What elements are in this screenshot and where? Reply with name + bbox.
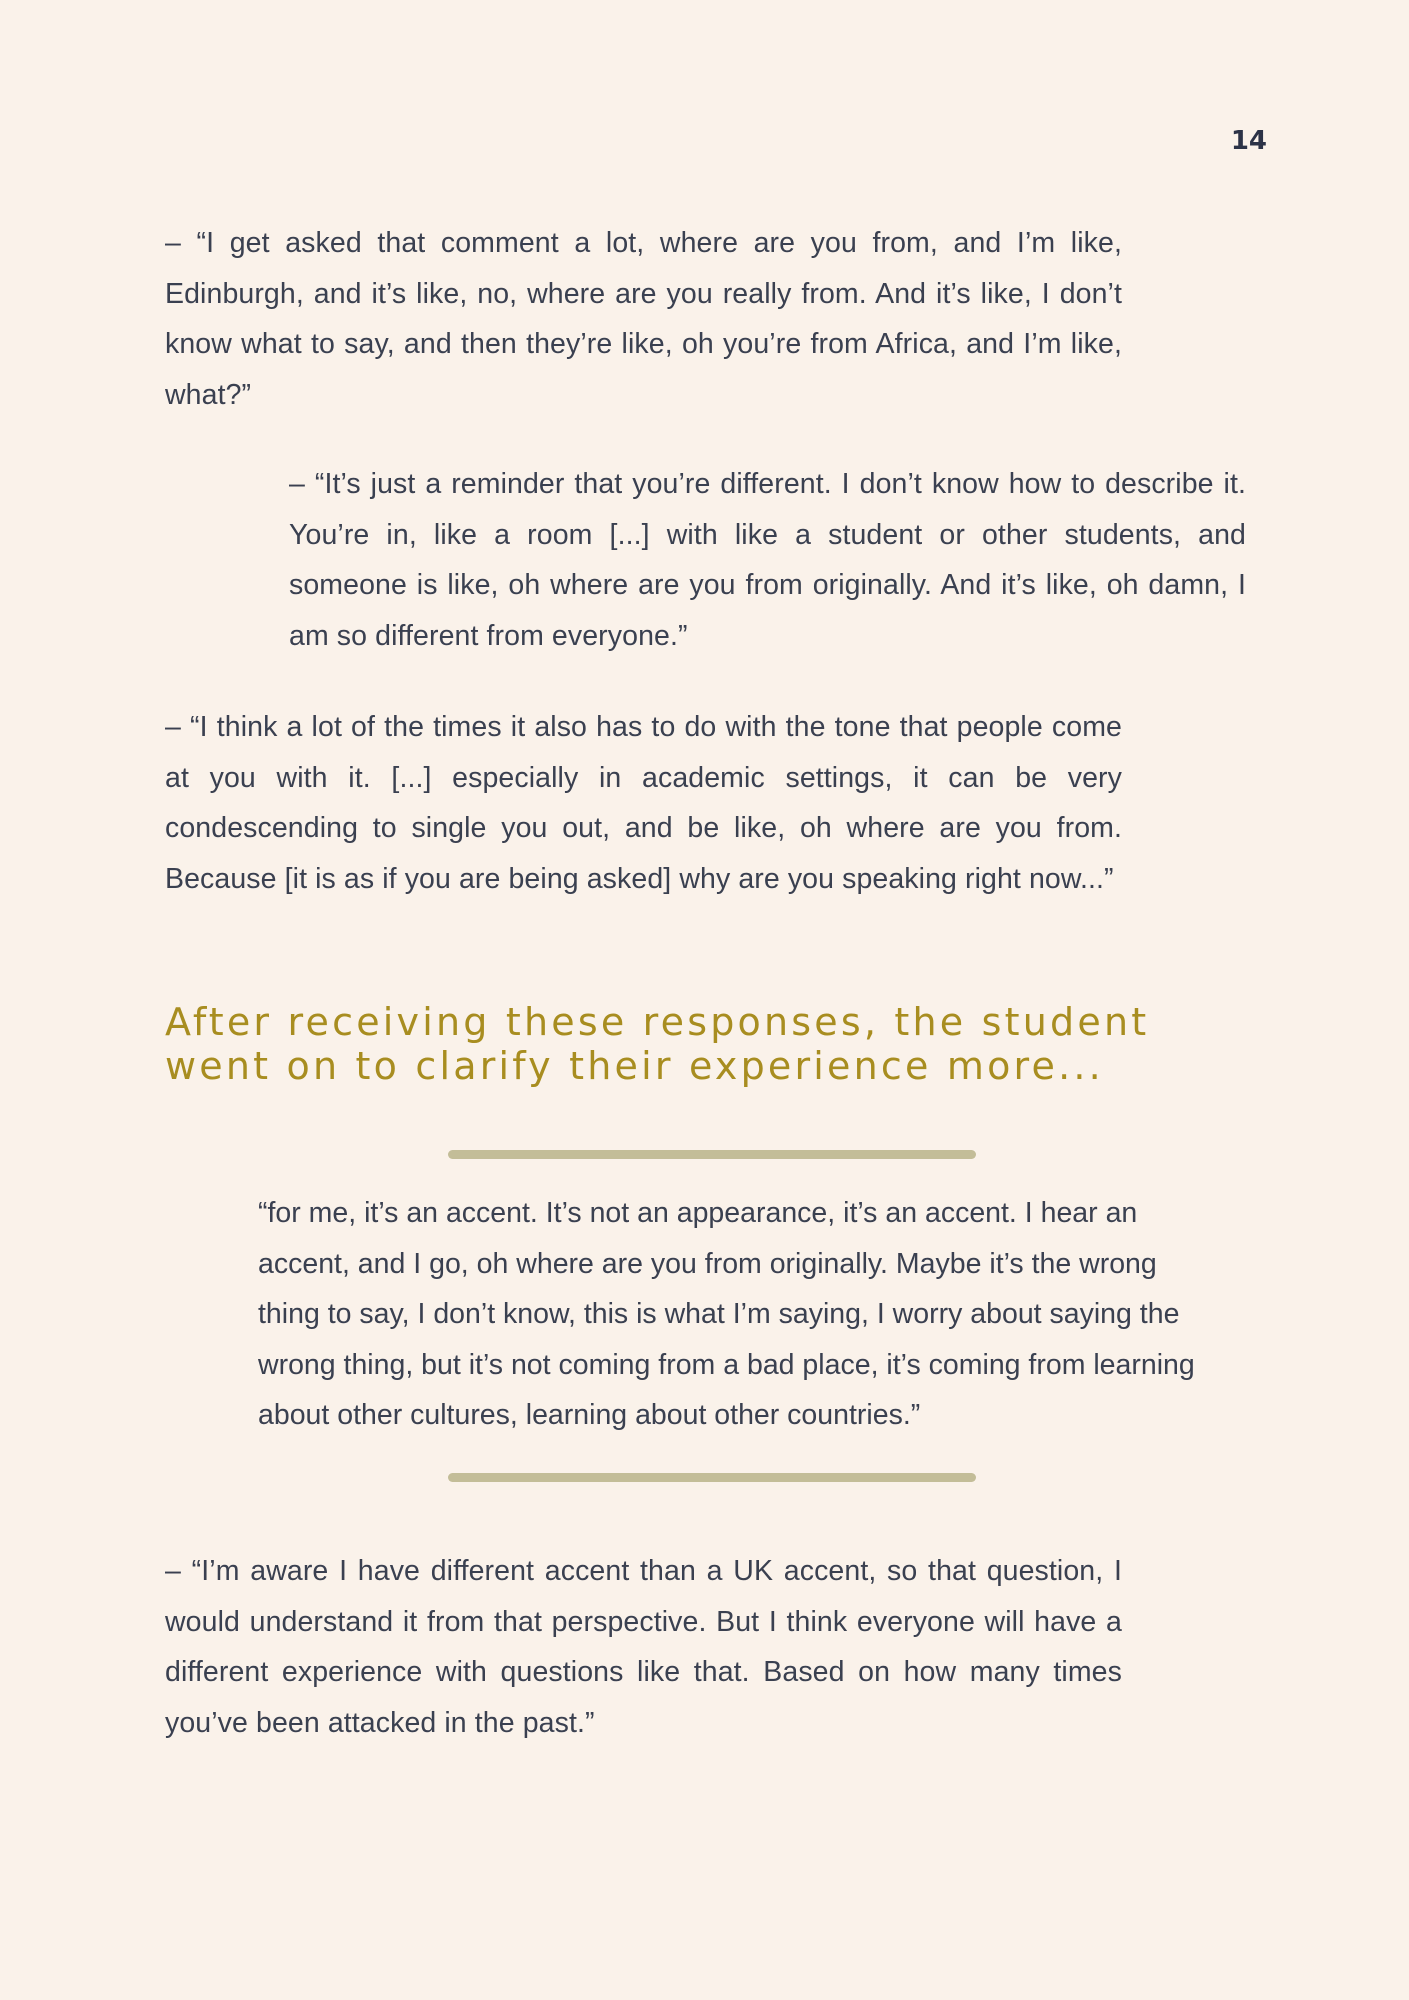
quote-tone: – “I think a lot of the times it also has to do with the tone that people come at you with it. [...] especially in academic settings, it can be very condescending to single you out, and be like, oh where are you from. Because [it is as if you are being asked] why are you speaking right now...” (165, 711, 1122, 895)
divider-top (448, 1150, 976, 1159)
divider-bottom (448, 1473, 976, 1482)
quote-edinburgh: – “I get asked that comment a lot, where are you from, and I’m like, Edinburgh, and it’s like, no, where are you really from. And it’s like, I don’t know what to say, and then they’re like, oh you’re from Africa, and I’m like, what?” (165, 227, 1122, 411)
quote-reminder-different: – “It’s just a reminder that you’re different. I don’t know how to describe it. You’re in, like a room [...] with like a student or other students, and someone is like, oh where are you from originally. And it’s like, oh damn, I am so different from everyone.” (289, 468, 1246, 652)
section-heading: After receiving these responses, the student went on to clarify their experience more... (165, 1000, 1150, 1088)
page-number: 14 (1230, 126, 1267, 156)
pull-quote-accent: “for me, it’s an accent. It’s not an appearance, it’s an accent. I hear an accent, and I go, oh where are you from originally. Maybe it’s the wrong thing to say, I don’t know, this is what I’m saying, I worry about saying the wrong thing, but it’s not coming from a bad place, it’s coming from learning about other cultures, learning about other countries.” (258, 1197, 1195, 1431)
quote-uk-accent: – “I’m aware I have different accent than a UK accent, so that question, I would understand it from that perspective. But I think everyone will have a different experience with questions like that. Based on how many times you’ve been attacked in the past.” (165, 1555, 1122, 1739)
